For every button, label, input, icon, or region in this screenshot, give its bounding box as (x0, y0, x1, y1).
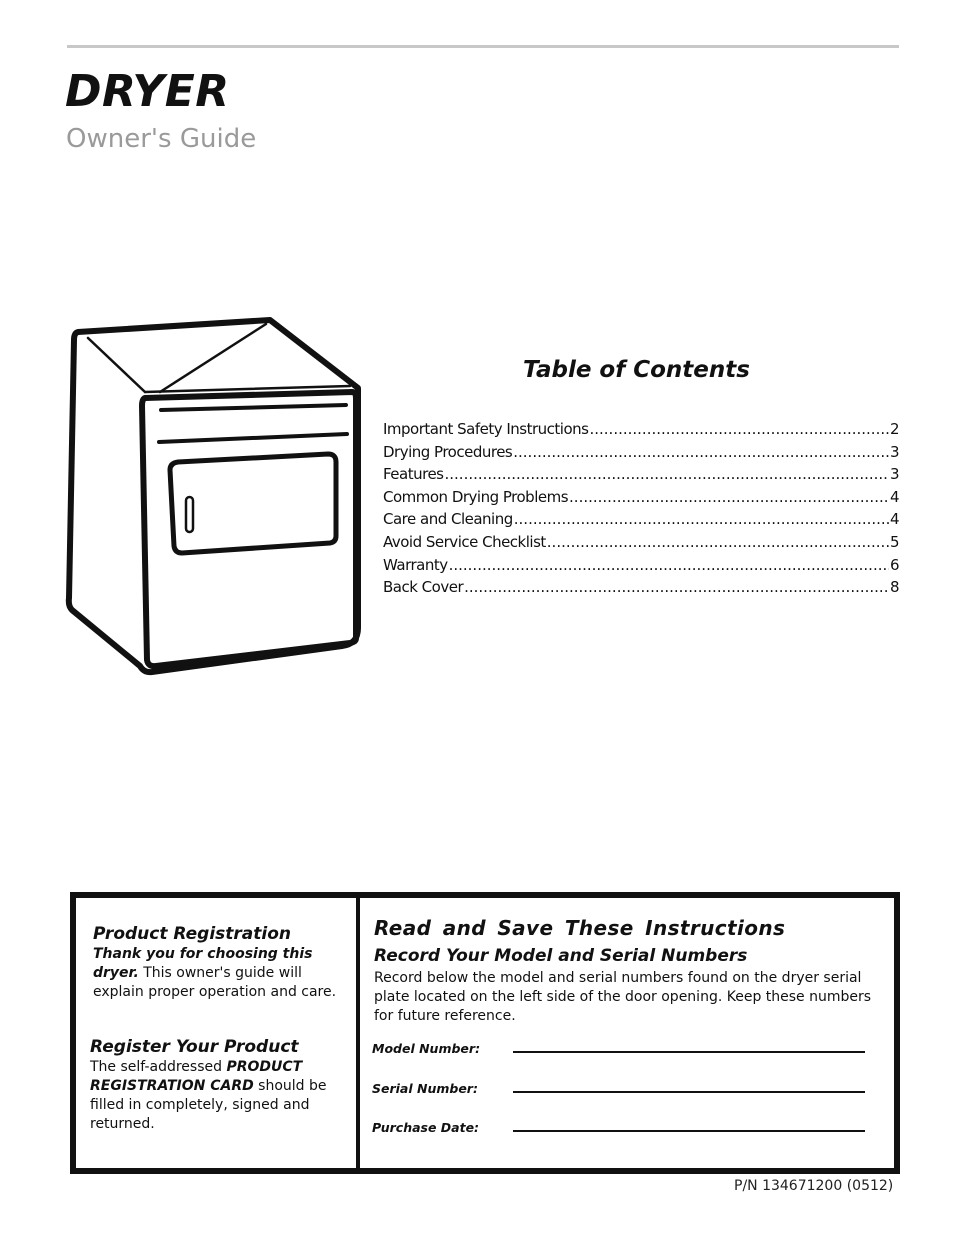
toc-item (383, 533, 899, 556)
toc-item (383, 556, 899, 579)
table-of-contents (383, 420, 899, 601)
purchase-date-label: Purchase Date: (372, 1120, 480, 1135)
model-number-field (372, 1039, 872, 1059)
toc-leader-dots (445, 465, 889, 483)
record-numbers-text: Record below the model and serial numbers found on the dryer serial plate located on the left side of the door opening. Keep these numbers for future reference. (374, 970, 872, 1024)
toc-item (383, 488, 899, 511)
toc-leader-dots (589, 420, 888, 438)
purchase-date-line (513, 1130, 865, 1132)
toc-page-number: 3 (889, 442, 899, 461)
toc-item (383, 465, 899, 488)
dryer-illustration (60, 310, 370, 685)
register-text-end: should be filled in completely, signed and returned. (90, 1078, 327, 1132)
toc-label: Important Safety Instructions (383, 420, 589, 438)
toc-title: Table of Contents (523, 357, 750, 383)
toc-page-number: 8 (889, 578, 899, 597)
toc-label: Warranty (383, 555, 448, 574)
toc-label: Features (383, 465, 444, 484)
toc-page-number: 2 (889, 420, 899, 438)
document-title: DRYER (65, 66, 230, 117)
serial-number-field (372, 1079, 872, 1099)
part-number: P/N 134671200 (0512) (734, 1178, 894, 1194)
registration-box (70, 892, 900, 1174)
top-rule (67, 45, 899, 48)
toc-leader-dots (464, 578, 889, 596)
register-product-text (90, 1058, 328, 1134)
toc-leader-dots (547, 533, 889, 551)
toc-page-number: 5 (889, 532, 899, 551)
toc-item (383, 443, 899, 466)
toc-item (383, 510, 899, 533)
thanks-text: Thank you for choosing this dryer. (93, 946, 313, 981)
toc-label: Avoid Service Checklist (383, 532, 546, 551)
purchase-date-field (372, 1118, 872, 1138)
toc-label: Drying Procedures (383, 442, 513, 461)
toc-label: Back Cover (383, 578, 464, 597)
registration-card-name: PRODUCT REGISTRATION CARD (90, 1059, 303, 1094)
guide-text: This owner's guide will explain proper operation and care. (93, 965, 337, 1000)
register-text-start: The self-addressed (90, 1059, 227, 1075)
model-number-line (513, 1051, 865, 1053)
toc-page-number: 4 (889, 487, 899, 506)
toc-page-number: 4 (889, 510, 899, 529)
serial-number-line (513, 1091, 865, 1093)
column-divider (356, 898, 360, 1168)
toc-item (383, 420, 899, 443)
document-subtitle: Owner's Guide (66, 124, 257, 154)
product-registration-section (93, 923, 338, 1002)
toc-leader-dots (513, 443, 889, 461)
toc-item (383, 578, 899, 601)
product-registration-text (93, 945, 338, 1002)
toc-page-number: 6 (889, 555, 899, 574)
model-number-label: Model Number: (372, 1041, 481, 1056)
register-product-heading: Register Your Product (90, 1037, 299, 1057)
record-numbers-heading: Record Your Model and Serial Numbers (374, 946, 748, 966)
toc-page-number: 3 (889, 465, 899, 484)
read-save-heading: Read and Save These Instructions (374, 916, 786, 940)
toc-label: Care and Cleaning (383, 510, 513, 529)
toc-leader-dots (449, 556, 889, 574)
product-registration-heading: Product Registration (93, 924, 291, 944)
serial-number-label: Serial Number: (372, 1081, 478, 1096)
toc-leader-dots (569, 488, 889, 506)
toc-label: Common Drying Problems (383, 487, 569, 506)
toc-leader-dots (514, 510, 889, 528)
register-product-section (90, 1036, 328, 1134)
